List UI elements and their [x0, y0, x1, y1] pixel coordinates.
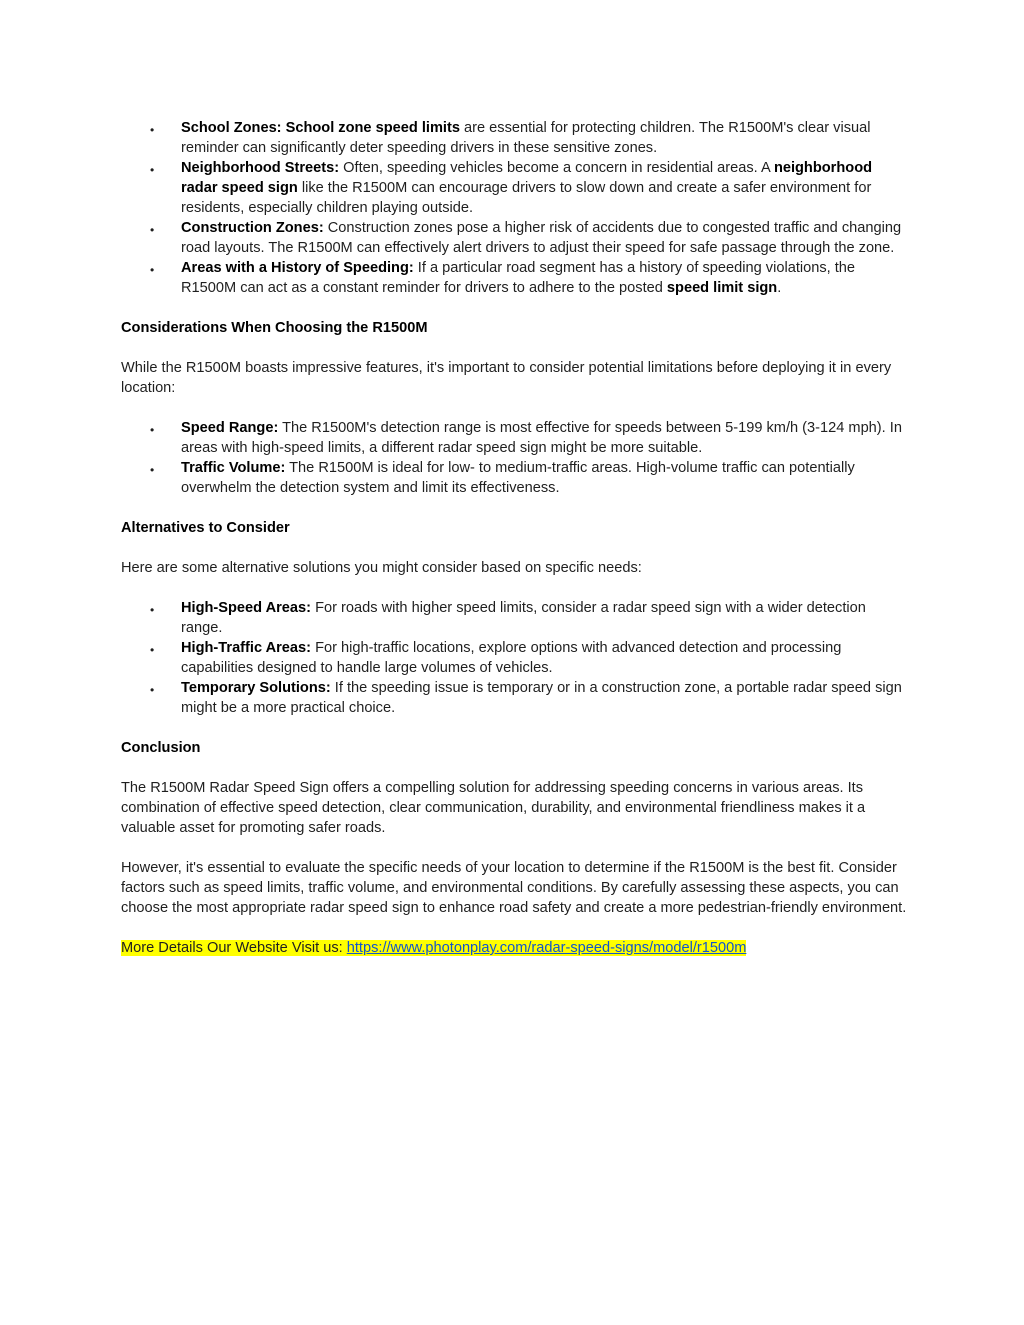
item-text: The R1500M is ideal for low- to medium-traffic areas. High-volume traffic can potentially overwhelm the detection system and limit its effectiveness.: [181, 460, 855, 496]
item-lead: High-Traffic Areas:: [181, 640, 312, 656]
item-text: Construction zones pose a higher risk of accidents due to congested traffic and changing road layouts. The R1500M can effectively alert drivers to adjust their speed for safe passage through the zone.: [181, 220, 902, 256]
item-text: .: [777, 280, 782, 296]
item-text: The R1500M's detection range is most effective for speeds between 5-199 km/h (3-124 mph). In areas with high-speed limits, a different radar speed sign might be more suitable.: [181, 420, 902, 456]
item-bold-phrase: School zone speed limits: [281, 120, 460, 136]
item-bold-phrase: neighborhood radar speed sign: [181, 160, 873, 196]
section-heading-considerations: Considerations When Choosing the R1500M: [121, 320, 428, 336]
item-bold-phrase: speed limit sign: [666, 280, 778, 296]
item-lead: Areas with a History of Speeding:: [181, 260, 414, 276]
bullet-icon: •: [150, 263, 155, 277]
section-heading-conclusion: Conclusion: [121, 740, 201, 756]
section-heading-alternatives: Alternatives to Consider: [121, 520, 290, 536]
item-text: like the R1500M can encourage drivers to slow down and create a safer environment for residents, especially children playing outside.: [181, 180, 872, 216]
list-item: [121, 218, 911, 258]
document-page: [121, 118, 911, 958]
bullet-icon: •: [150, 163, 155, 177]
item-lead: Neighborhood Streets:: [181, 160, 340, 176]
item-text: If the speeding issue is temporary or in a construction zone, a portable radar speed sign might be a more practical choice.: [181, 680, 902, 716]
conclusion-paragraph-2: However, it's essential to evaluate the specific needs of your location to determine if the R1500M is the best fit. Consider factors such as speed limits, traffic volume, and environmental conditions. By carefully assessing these aspects, you can choose the most appropriate radar speed sign to enhance road safety and create a more pedestrian-friendly environment.: [121, 860, 907, 916]
website-label: More Details Our Website Visit us:: [121, 940, 347, 956]
item-text: Often, speeding vehicles become a concern in residential areas. A: [339, 160, 774, 176]
item-lead: High-Speed Areas:: [181, 600, 312, 616]
considerations-list: [121, 418, 911, 498]
alternatives-paragraph: Here are some alternative solutions you might consider based on specific needs:: [121, 560, 642, 576]
conclusion-paragraph-1: The R1500M Radar Speed Sign offers a compelling solution for addressing speeding concerns in various areas. Its combination of effective speed detection, clear communication, durability, and environmental friendliness makes it a valuable asset for promoting safer roads.: [121, 780, 866, 836]
alternatives-list: [121, 598, 911, 718]
bullet-icon: •: [150, 123, 155, 137]
bullet-icon: •: [150, 683, 155, 697]
item-text: If a particular road segment has a history of speeding violations, the R1500M can act as a constant reminder for drivers to adhere to the posted: [181, 260, 856, 296]
list-item: [121, 638, 911, 678]
item-text: For roads with higher speed limits, consider a radar speed sign with a wider detection range.: [181, 600, 866, 636]
bullet-icon: •: [150, 643, 155, 657]
use-case-list: [121, 118, 911, 298]
item-text: are essential for protecting children. The R1500M's clear visual reminder can significantly deter speeding drivers in these sensitive zones.: [181, 120, 871, 156]
list-item: [121, 458, 911, 498]
list-item: [121, 118, 911, 158]
website-link[interactable]: https://www.photonplay.com/radar-speed-signs/model/r1500m: [346, 940, 747, 956]
item-lead: Temporary Solutions:: [181, 680, 331, 696]
item-lead: Speed Range:: [181, 420, 279, 436]
list-item: [121, 678, 911, 718]
list-item: [121, 418, 911, 458]
website-footer: [121, 938, 911, 958]
bullet-icon: •: [150, 463, 155, 477]
considerations-paragraph: While the R1500M boasts impressive features, it's important to consider potential limitations before deploying it in every location:: [121, 360, 892, 396]
item-text: For high-traffic locations, explore options with advanced detection and processing capabilities designed to handle large volumes of vehicles.: [181, 640, 842, 676]
bullet-icon: •: [150, 423, 155, 437]
list-item: [121, 598, 911, 638]
item-lead: Construction Zones:: [181, 220, 324, 236]
item-lead: Traffic Volume:: [181, 460, 286, 476]
bullet-icon: •: [150, 603, 155, 617]
item-lead: School Zones:: [181, 120, 282, 136]
list-item: [121, 158, 911, 218]
list-item: [121, 258, 911, 298]
bullet-icon: •: [150, 223, 155, 237]
